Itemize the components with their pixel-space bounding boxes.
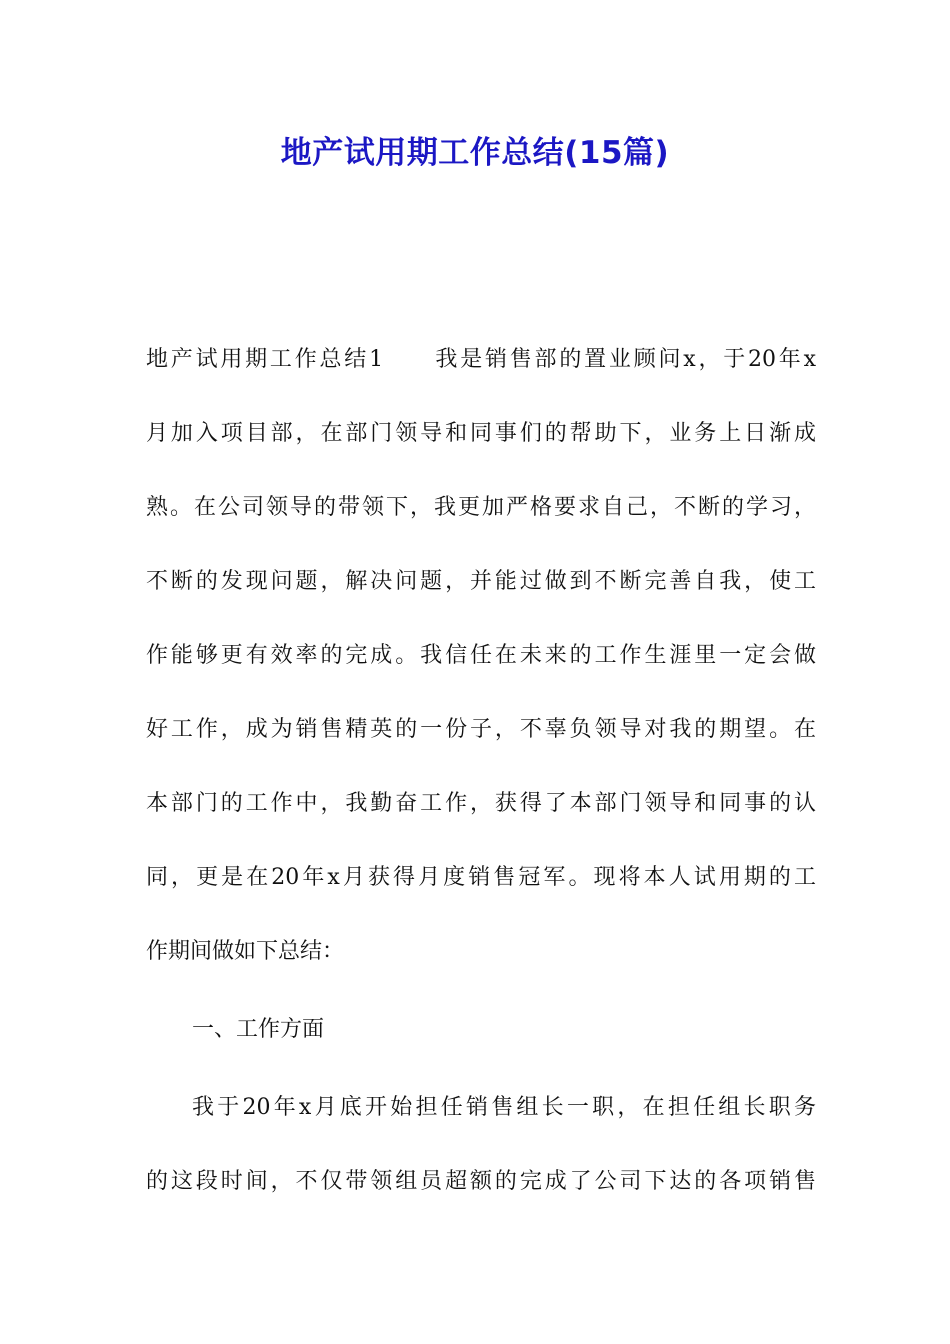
body-line: 我于20年x月底开始担任销售组长一职，在担任组长职务 (192, 1095, 816, 1120)
body-line: 同，更是在20年x月获得月度销售冠军。现将本人试用期的工 (146, 865, 816, 890)
section-heading: 一、工作方面 (192, 1017, 325, 1042)
body-line: 不断的发现问题，解决问题，并能过做到不断完善自我，使工 (146, 569, 816, 594)
body-line: 好工作，成为销售精英的一份子，不辜负领导对我的期望。在 (146, 717, 816, 742)
body-line: 本部门的工作中，我勤奋工作，获得了本部门领导和同事的认 (146, 791, 816, 816)
body-line: 地产试用期工作总结1 我是销售部的置业顾问x，于20年x (146, 347, 816, 372)
body-line: 作期间做如下总结： (146, 939, 345, 964)
body-line: 熟。在公司领导的带领下，我更加严格要求自己，不断的学习， (146, 495, 816, 520)
body-line: 的这段时间，不仅带领组员超额的完成了公司下达的各项销售 (146, 1169, 816, 1194)
body-line: 月加入项目部，在部门领导和同事们的帮助下，业务上日渐成 (146, 421, 816, 446)
document-title: 地产试用期工作总结(15篇) (280, 135, 670, 171)
body-line: 作能够更有效率的完成。我信任在未来的工作生涯里一定会做 (146, 643, 816, 668)
